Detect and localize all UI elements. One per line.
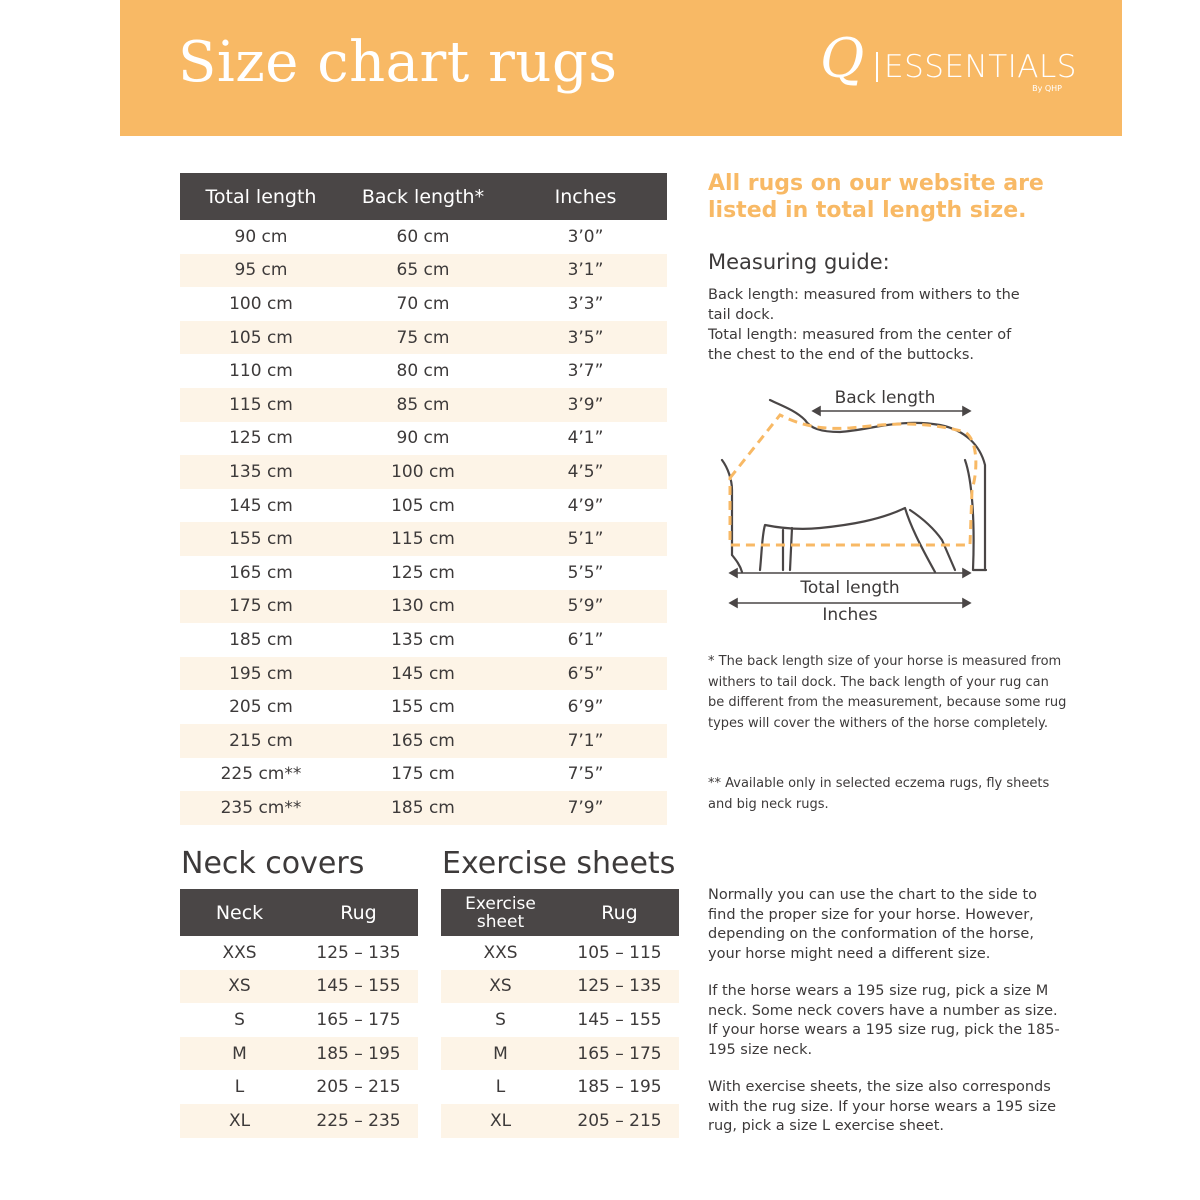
table-cell: 205 – 215 xyxy=(316,1077,401,1098)
table-row xyxy=(180,556,667,590)
horse-measuring-diagram xyxy=(710,380,1000,630)
table-cell: 235 cm** xyxy=(180,791,342,825)
table-cell: 135 cm xyxy=(391,629,455,650)
table-cell: 3’1” xyxy=(504,254,667,288)
neck-covers-title: Neck covers xyxy=(181,846,365,881)
table-cell: 130 cm xyxy=(342,590,504,624)
table-row xyxy=(441,1070,679,1104)
table-header-row xyxy=(441,889,679,936)
belly-line xyxy=(760,508,935,572)
size-chart-table xyxy=(180,173,667,825)
table-cell: 100 cm xyxy=(342,455,504,489)
table-row xyxy=(441,970,679,1004)
table-cell: XS xyxy=(441,970,560,1004)
header-neck: Neck xyxy=(180,889,299,936)
header-exercise-sheet-label: Exercise sheet xyxy=(465,893,536,932)
table-row xyxy=(180,623,667,657)
table-cell: XL xyxy=(441,1104,560,1138)
table-cell: 90 cm xyxy=(396,428,450,449)
guide-total-length: Total length: measured from the center of the chest to the end of the buttocks. xyxy=(708,327,1012,363)
table-cell: 7’5” xyxy=(567,764,604,785)
logo-text: ESSENTIALS xyxy=(884,49,1077,85)
table-cell: 70 cm xyxy=(396,293,450,314)
table-cell: 135 cm xyxy=(180,455,342,489)
table-cell: M xyxy=(441,1037,560,1071)
table-cell: 6’1” xyxy=(567,629,604,650)
table-cell: 3’9” xyxy=(504,388,667,422)
table-cell: XXS xyxy=(222,942,257,963)
table-cell: 175 cm xyxy=(391,764,455,785)
guide-back-length: Back length: measured from withers to the tail dock. xyxy=(708,287,1020,323)
table-cell: 105 – 115 xyxy=(577,942,662,963)
highlight-note: All rugs on our website are listed in total length size. xyxy=(708,171,1044,223)
table-cell: 145 – 155 xyxy=(577,1009,662,1030)
table-cell: 185 – 195 xyxy=(577,1077,662,1098)
table-cell: 145 – 155 xyxy=(299,970,418,1004)
table-cell: 4’1” xyxy=(567,428,604,449)
table-cell: 205 cm xyxy=(229,697,293,718)
back-length-footnote: * The back length size of your horse is measured from withers to tail dock. The back length of your rug can be different from the measurement, because some rug types will cover the withers of the horse completely. xyxy=(708,654,1067,731)
table-cell: 145 cm xyxy=(342,657,504,691)
dimension-arrows xyxy=(730,407,970,607)
table-row xyxy=(180,970,418,1004)
table-cell: L xyxy=(234,1077,245,1098)
table-cell: XL xyxy=(180,1104,299,1138)
total-length-label: Total length xyxy=(800,578,900,598)
table-row xyxy=(441,1037,679,1071)
table-cell: 90 cm xyxy=(234,226,288,247)
table-row xyxy=(180,758,667,792)
table-cell: 185 – 195 xyxy=(299,1037,418,1071)
table-cell: 3’7” xyxy=(567,361,604,382)
inches-label: Inches xyxy=(822,605,878,625)
table-cell: 225 – 235 xyxy=(299,1104,418,1138)
table-cell: 6’9” xyxy=(567,697,604,718)
table-row xyxy=(180,455,667,489)
table-cell: 165 cm xyxy=(229,562,293,583)
header-total-length: Total length xyxy=(180,173,342,220)
hind-leg xyxy=(910,510,955,570)
table-cell: 3’3” xyxy=(567,293,604,314)
logo-byline: By QHP xyxy=(1032,84,1062,93)
back-length-label: Back length xyxy=(834,388,936,408)
table-cell: M xyxy=(180,1037,299,1071)
header-back-length: Back length* xyxy=(342,173,504,220)
table-row xyxy=(180,690,667,724)
table-row xyxy=(180,1104,418,1138)
table-row xyxy=(180,522,667,556)
table-cell: 185 cm xyxy=(229,629,293,650)
table-cell: 195 cm xyxy=(180,657,342,691)
table-row xyxy=(180,422,667,456)
table-cell: 4’9” xyxy=(567,495,604,516)
table-row xyxy=(441,1003,679,1037)
usage-paragraph-3: With exercise sheets, the size also corresponds with the rug size. If your horse wears a 195 size rug, pick a size L exercise sheet. xyxy=(708,1079,1057,1134)
table-cell: 5’9” xyxy=(504,590,667,624)
table-cell: 185 cm xyxy=(342,791,504,825)
neck-covers-table xyxy=(180,889,418,1138)
table-cell: 125 – 135 xyxy=(560,970,679,1004)
table-cell: 100 cm xyxy=(229,293,293,314)
header-inches: Inches xyxy=(504,173,667,220)
table-cell: 165 – 175 xyxy=(316,1009,401,1030)
table-header-row xyxy=(180,173,667,220)
table-cell: 155 cm xyxy=(391,697,455,718)
table-cell: 105 cm xyxy=(180,321,342,355)
table-row xyxy=(180,321,667,355)
table-row xyxy=(180,1003,418,1037)
table-row xyxy=(180,220,667,254)
table-row xyxy=(180,1070,418,1104)
usage-paragraph-1: Normally you can use the chart to the side to find the proper size for your horse. However, depending on the conformation of the horse, your horse might need a different size. xyxy=(708,887,1038,962)
table-cell: 225 cm** xyxy=(220,764,302,785)
table-cell: 6’5” xyxy=(504,657,667,691)
table-cell: 155 cm xyxy=(180,522,342,556)
page-title: Size chart rugs xyxy=(178,30,618,95)
table-row xyxy=(180,287,667,321)
table-row xyxy=(441,936,679,970)
table-cell: 80 cm xyxy=(396,361,450,382)
table-cell: 85 cm xyxy=(342,388,504,422)
logo-q: Q xyxy=(820,27,865,90)
table-cell: 60 cm xyxy=(396,226,450,247)
front-leg-3 xyxy=(790,528,792,570)
table-cell: 3’5” xyxy=(504,321,667,355)
header-exercise-sheet xyxy=(441,889,560,936)
table-cell: 65 cm xyxy=(342,254,504,288)
table-cell: 115 cm xyxy=(180,388,342,422)
table-header-row xyxy=(180,889,418,936)
table-cell: XXS xyxy=(483,942,518,963)
table-cell: 5’1” xyxy=(504,522,667,556)
availability-footnote: ** Available only in selected eczema rugs, fly sheets and big neck rugs. xyxy=(708,776,1050,812)
table-cell: XS xyxy=(180,970,299,1004)
header-rug: Rug xyxy=(560,889,679,936)
header-rug: Rug xyxy=(299,889,418,936)
measuring-guide-title: Measuring guide: xyxy=(708,250,890,274)
exercise-sheets-title: Exercise sheets xyxy=(442,846,676,881)
table-cell: S xyxy=(234,1009,245,1030)
table-row xyxy=(180,354,667,388)
table-cell: 125 cm xyxy=(391,562,455,583)
table-cell: 125 – 135 xyxy=(316,942,401,963)
table-cell: S xyxy=(495,1009,506,1030)
table-row xyxy=(180,489,667,523)
table-cell: 4’5” xyxy=(504,455,667,489)
table-cell: 105 cm xyxy=(391,495,455,516)
table-row xyxy=(180,791,667,825)
table-cell: 95 cm xyxy=(180,254,342,288)
table-cell: 125 cm xyxy=(229,428,293,449)
table-cell: 5’5” xyxy=(567,562,604,583)
header-banner xyxy=(120,0,1122,136)
logo-divider xyxy=(876,52,878,82)
measuring-guide-text xyxy=(708,285,1038,365)
table-cell: 145 cm xyxy=(229,495,293,516)
table-row xyxy=(180,590,667,624)
table-row xyxy=(180,657,667,691)
table-cell: 205 – 215 xyxy=(560,1104,679,1138)
table-cell: 115 cm xyxy=(342,522,504,556)
table-cell: 7’9” xyxy=(504,791,667,825)
table-cell: L xyxy=(495,1077,506,1098)
brand-logo xyxy=(820,27,1077,98)
table-cell: 75 cm xyxy=(342,321,504,355)
table-cell: 175 cm xyxy=(180,590,342,624)
table-cell: 215 cm xyxy=(180,724,342,758)
table-cell: 165 – 175 xyxy=(560,1037,679,1071)
table-row xyxy=(180,936,418,970)
table-row xyxy=(180,254,667,288)
usage-paragraph-2: If the horse wears a 195 size rug, pick a size M neck. Some neck covers have a number as size. If your horse wears a 195 size rug, pick the 185-195 size neck. xyxy=(708,983,1060,1058)
table-row xyxy=(441,1104,679,1138)
table-cell: 7’1” xyxy=(504,724,667,758)
exercise-sheets-table xyxy=(441,889,679,1138)
table-row xyxy=(180,388,667,422)
table-row xyxy=(180,1037,418,1071)
table-cell: 3’0” xyxy=(567,226,604,247)
table-row xyxy=(180,724,667,758)
table-cell: 165 cm xyxy=(342,724,504,758)
table-cell: 110 cm xyxy=(229,361,293,382)
